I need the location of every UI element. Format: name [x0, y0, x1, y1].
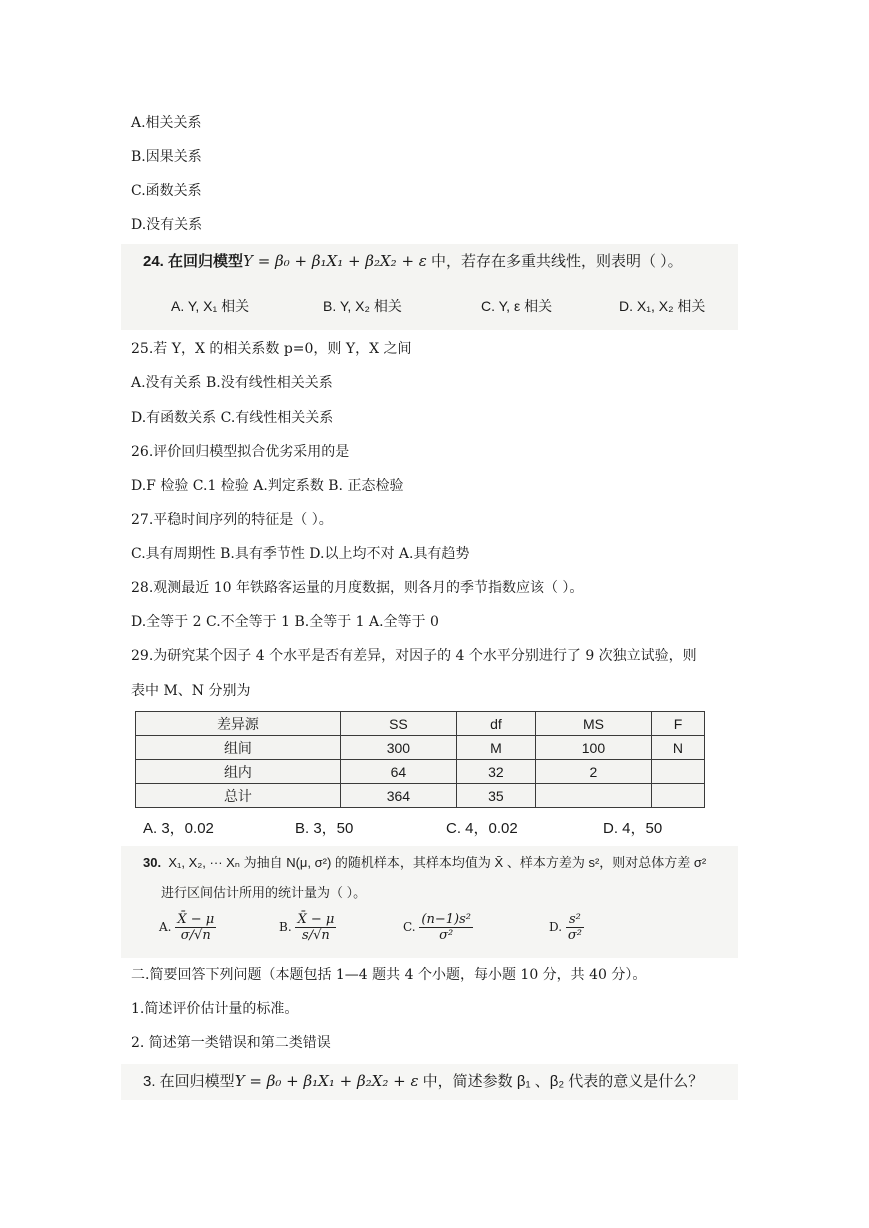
question-line: C.具有周期性 B.具有季节性 D.以上均不对 A.具有趋势 [131, 546, 470, 562]
option-line: C.函数关系 [131, 183, 202, 199]
header-cell: 差异源 [136, 712, 341, 736]
question-line: 26.评价回归模型拟合优劣采用的是 [131, 444, 350, 460]
q30-option-b: B. $\frac{X̄ - \mu}{s/√n}$ [279, 912, 335, 943]
table-header-row [136, 712, 705, 736]
question-line: D.有函数关系 C.有线性相关关系 [131, 410, 334, 426]
q29-option-d: D. 4，50 [603, 820, 663, 837]
table-cell: N [651, 736, 704, 760]
q29-option-b: B. 3，50 [295, 820, 354, 837]
question-30-block [121, 846, 738, 958]
table-cell: 100 [535, 736, 651, 760]
table-row [136, 736, 705, 760]
question-line: 29.为研究某个因子 4 个水平是否有差异，对因子的 4 个水平分别进行了 9 次独立试验，则 [131, 648, 697, 664]
q30-option-a: A. $\frac{X̄ - \mu}{\sigma/√n}$ [159, 912, 215, 943]
table-cell: 组内 [136, 760, 341, 784]
question-24-stem: 24. 在回归模型Y = β₀ + β₁X₁ + β₂X₂ + ε 中，若存在多重共线性，则表明（ ）。 [143, 252, 683, 270]
q24-option-d: D. X₁, X₂ 相关 [619, 298, 706, 314]
anova-table [135, 711, 705, 808]
q30-option-d: D. $\frac{\text{s²}}{\text{σ²}}$ [549, 912, 582, 943]
table-cell: 总计 [136, 784, 341, 808]
table-cell: 35 [456, 784, 535, 808]
question-line: 28.观测最近 10 年铁路客运量的月度数据，则各月的季节指数应该（ ）。 [131, 580, 584, 596]
table-cell [651, 760, 704, 784]
option-line: A.相关关系 [131, 115, 202, 131]
table-cell [535, 784, 651, 808]
section-heading: 二.简要回答下列问题（本题包括 1—4 题共 4 个小题，每小题 10 分，共 40 分）。 [131, 967, 647, 983]
question-line: 表中 M、N 分别为 [131, 683, 251, 699]
option-line: B.因果关系 [131, 149, 202, 165]
question-line: A.没有关系 B.没有线性相关关系 [131, 375, 333, 391]
question-line: 27.平稳时间序列的特征是（ ）。 [131, 512, 333, 528]
q29-option-c: C. 4，0.02 [446, 820, 518, 837]
header-cell: MS [535, 712, 651, 736]
q24-option-b: B. Y, X₂ 相关 [323, 298, 402, 314]
table-cell [651, 784, 704, 808]
q24-option-a: A. Y, X₁ 相关 [171, 298, 250, 314]
question-line: D.F 检验 C.1 检验 A.判定系数 B. 正态检验 [131, 478, 404, 494]
header-cell: SS [340, 712, 456, 736]
table-cell: 300 [340, 736, 456, 760]
question-line: 1.简述评价估计量的标准。 [131, 1001, 299, 1017]
table-cell: 32 [456, 760, 535, 784]
table-row [136, 760, 705, 784]
q29-option-a: A. 3，0.02 [143, 820, 214, 837]
table-cell: 64 [340, 760, 456, 784]
table-cell: 2 [535, 760, 651, 784]
question-line: 25.若 Y，X 的相关系数 p=0，则 Y，X 之间 [131, 341, 412, 357]
table-cell: M [456, 736, 535, 760]
option-line: D.没有关系 [131, 217, 203, 233]
question-24-block [121, 244, 738, 330]
question-30-stem-cont: 进行区间估计所用的统计量为（ ）。 [161, 885, 367, 900]
question-30-stem: 30. X₁, X₂, ··· Xₙ 为抽自 N(μ, σ²) 的随机样本，其样本均值为 X̄ 、样本方差为 s²，则对总体方差 σ² [143, 855, 707, 870]
table-cell: 364 [340, 784, 456, 808]
q30-option-c: C. $\frac{\text{(n−1)s²}}{\text{σ²}}$ [403, 912, 471, 943]
question-3-block [121, 1064, 738, 1100]
table-row [136, 784, 705, 808]
question-line: 2. 简述第一类错误和第二类错误 [131, 1035, 331, 1051]
question-3-stem: 3. 在回归模型Y = β₀ + β₁X₁ + β₂X₂ + ε 中，简述参数 β₁ 、β₂ 代表的意义是什么？ [143, 1072, 704, 1090]
question-line: D.全等于 2 C.不全等于 1 B.全等于 1 A.全等于 0 [131, 614, 439, 630]
header-cell: df [456, 712, 535, 736]
table-cell: 组间 [136, 736, 341, 760]
header-cell: F [651, 712, 704, 736]
q24-option-c: C. Y, ε 相关 [481, 298, 553, 314]
